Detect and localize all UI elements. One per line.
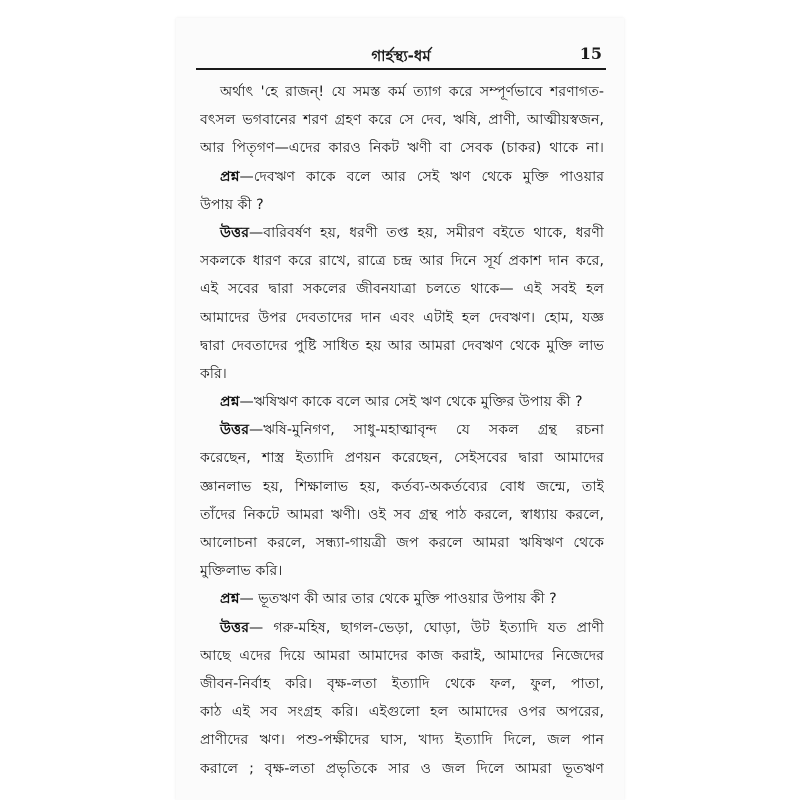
qa-text: —দেবঋণ কাকে বলে আর সেই ঋণ থেকে মুক্তি পাওয়ার xyxy=(239,168,604,185)
text-line: প্রাণীদের ঋণ। পশু-পক্ষীদের ঘাস, খাদ্য ইত্যাদি দিলে, জল পান xyxy=(200,732,604,749)
page-body xyxy=(200,78,604,783)
text-line: বৎসল ভগবানের শরণ গ্রহণ করে সে দেব, ঋষি, প্রাণী, আত্মীয়স্বজন, xyxy=(200,112,604,129)
book-page xyxy=(176,18,624,800)
qa-label: প্রশ্ন xyxy=(220,168,240,185)
qa-label: উত্তর xyxy=(220,224,250,241)
running-title: গার্হস্থ্য-ধর্ম xyxy=(371,47,431,65)
text-line: আলোচনা করলে, সন্ধ্যা-গায়ত্রী জপ করলে আমরা ঋষিঋণ থেকে xyxy=(200,535,604,551)
text-line: এই সবের দ্বারা সকলের জীবনযাত্রা চলতে থাকে— এই সবই হল xyxy=(200,281,604,298)
page-number: 15 xyxy=(579,44,602,63)
qa-line xyxy=(200,388,604,416)
text-line: করেছেন, শাস্ত্র ইত্যাদি প্রণয়ন করেছেন, সেইসবের দ্বারা আমাদের xyxy=(200,450,604,467)
text-line: আমাদের উপর দেবতাদের দান এবং এটাই হল দেবঋণ। হোম, যজ্ঞ xyxy=(200,309,604,326)
qa-label: প্রশ্ন xyxy=(220,591,240,608)
qa-line xyxy=(200,585,604,613)
text-line: করালে ; বৃক্ষ-লতা প্রভৃতিকে সার ও জল দিলে আমরা ভূতঋণ xyxy=(200,760,604,777)
qa-text: — গরু-মহিষ, ছাগল-ভেড়া, ঘোড়া, উট ইত্যাদি যত প্রাণী xyxy=(249,619,604,636)
qa-text: — ভূতঋণ কী আর তার থেকে মুক্তি পাওয়ার উপায় কী ? xyxy=(239,591,557,608)
text-line: মুক্তিলাভ করি। xyxy=(200,563,283,580)
text-line: জীবন-নির্বাহ করি। বৃক্ষ-লতা ইত্যাদি থেকে ফল, ফুল, পাতা, xyxy=(200,675,604,692)
qa-text: —বারিবর্ষণ হয়, ধরণী তপ্ত হয়, সমীরণ বইতে থাকে, ধরণী xyxy=(249,224,604,241)
text-line: দ্বারা দেবতাদের পুষ্টি সাধিত হয় আর আমরা দেবঋণ থেকে মুক্তি লাভ xyxy=(200,337,604,354)
text-line: সকলকে ধারণ করে রাখে, রাত্রে চন্দ্র আর দিনে সূর্য প্রকাশ দান করে, xyxy=(200,253,604,270)
text-line: জ্ঞানলাভ হয়, শিক্ষালাভ হয়, কর্তব্য-অকর্তব্যের বোধ জন্মে, তাই xyxy=(200,478,604,495)
text-line: আছে এদের দিয়ে আমরা আমাদের কাজ করাই, আমাদের নিজেদের xyxy=(200,647,604,664)
text-line: আর পিতৃগণ—এদের কারও নিকট ঋণী বা সেবক (চাকর) থাকে না। xyxy=(200,140,604,157)
text-line: কাঠ এই সব সংগ্রহ করি। এইগুলো হল আমাদের ওপর অপরের, xyxy=(200,704,604,721)
text-line: অর্থাৎ 'হে রাজন্! যে সমস্ত কর্ম ত্যাগ করে সম্পূর্ণভাবে শরণাগত- xyxy=(220,84,604,100)
text-line: তাঁদের নিকটে আমরা ঋণী। ওই সব গ্রন্থ পাঠ করলে, স্বাধ্যায় করলে, xyxy=(200,506,604,523)
qa-line xyxy=(200,416,604,444)
qa-text: —ঋষিঋণ কাকে বলে আর সেই ঋণ থেকে মুক্তির উপায় কী ? xyxy=(239,394,583,411)
qa-label: উত্তর xyxy=(220,619,250,636)
qa-line xyxy=(200,614,604,642)
running-header xyxy=(196,44,606,70)
qa-label: উত্তর xyxy=(220,422,250,439)
qa-label: প্রশ্ন xyxy=(220,394,240,411)
text-line: উপায় কী ? xyxy=(200,196,264,213)
qa-line xyxy=(200,163,604,191)
qa-text: —ঋষি-মুনিগণ, সাধু-মহাত্মাবৃন্দ যে সকল গ্রন্থ রচনা xyxy=(249,422,604,439)
qa-line xyxy=(200,219,604,247)
text-line: করি। xyxy=(200,365,227,382)
